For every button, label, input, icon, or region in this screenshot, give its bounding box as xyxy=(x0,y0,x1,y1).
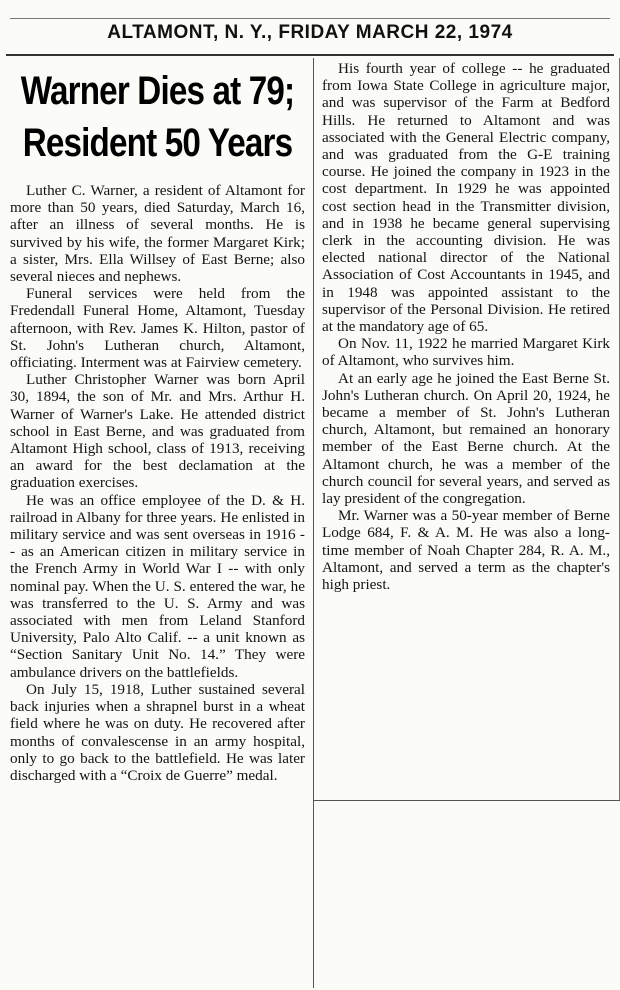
paragraph: On July 15, 1918, Luther sustained several back injuries when a shrapnel burst in a wheat field where he was on duty. He recovered after months of convalescense in an army hospital, only to go back to the battlefield. He was later discharged with a “Croix de Guerre” medal. xyxy=(10,680,305,784)
masthead-top-rule xyxy=(10,18,610,19)
masthead-title: ALTAMONT, N. Y., FRIDAY MARCH 22, 1974 xyxy=(107,22,513,43)
headline-line-2: Resident 50 Years xyxy=(22,121,293,165)
headline-line-1: Warner Dies at 79; xyxy=(20,69,295,113)
paragraph: Luther C. Warner, a resident of Altamont for more than 50 years, died Saturday, March 16, after an illness of several months. He is survived by his wife, the former Margaret Kirk; a sister, Mrs. Ella Willsey of East Berne; also several nieces and nephews. xyxy=(10,182,305,286)
right-column xyxy=(322,60,610,593)
masthead-bottom-rule xyxy=(6,54,614,56)
article-box-bottom-rule xyxy=(313,800,620,801)
paragraph: At an early age he joined the East Berne St. John's Lutheran church. On April 20, 1924, he became a member of St. John's Lutheran church, Altamont, but remained an honorary member of the East Berne church. At the Altamont church, he was a member of the church council for several years, and served as lay president of the congregation. xyxy=(322,369,610,508)
article-headline xyxy=(10,68,305,166)
paragraph: Funeral services were held from the Fredendall Funeral Home, Altamont, Tuesday afternoon, with Rev. James K. Hilton, pastor of St. John's Lutheran church, Altamont, officiating. Interment was at Fairview cemetery. xyxy=(10,285,305,372)
paragraph: He was an office employee of the D. & H. railroad in Albany for three years. He enlisted in military service and was sent overseas in 1916 -- as an American citizen in military service in the French Army in World War I -- with only nominal pay. When the U. S. entered the war, he was transferred to the U. S. Army and was associated with men from Leland Stanford University, Palo Alto Calif. -- a unit known as “Section Sanitary Unit No. 14.” They were ambulance drivers on the battlefields. xyxy=(10,491,305,681)
paragraph: Mr. Warner was a 50-year member of Berne Lodge 684, F. & A. M. He was also a long-time member of Noah Chapter 284, R. A. M., Altamont, and served a term as the chapter's high priest. xyxy=(322,507,610,594)
left-column xyxy=(10,60,305,784)
paragraph: Luther Christopher Warner was born April 30, 1894, the son of Mr. and Mrs. Arthur H. Warner of Warner's Lake. He attended district school in East Berne, and was graduated from Altamont High school, class of 1913, receiving an award for the best declamation at the graduation exercises. xyxy=(10,371,305,492)
masthead xyxy=(0,8,620,52)
paragraph: His fourth year of college -- he graduated from Iowa State College in agriculture major, and was supervisor of the Farm at Bedford Hills. He returned to Altamont and was associated with the General Electric company, and was graduated from the G-E training course. He joined the company in 1923 in the cost department. In 1929 he was appointed cost section head in the Transmitter division, and in 1938 he became general supervising clerk in the accounting division. He was elected national director of the National Association of Cost Accountants in 1945, and in 1948 was appointed assistant to the supervisor of the Personal Division. He retired at the mandatory age of 65. xyxy=(322,60,610,336)
paragraph: On Nov. 11, 1922 he married Margaret Kirk of Altamont, who survives him. xyxy=(322,335,610,370)
column-divider xyxy=(313,58,314,988)
